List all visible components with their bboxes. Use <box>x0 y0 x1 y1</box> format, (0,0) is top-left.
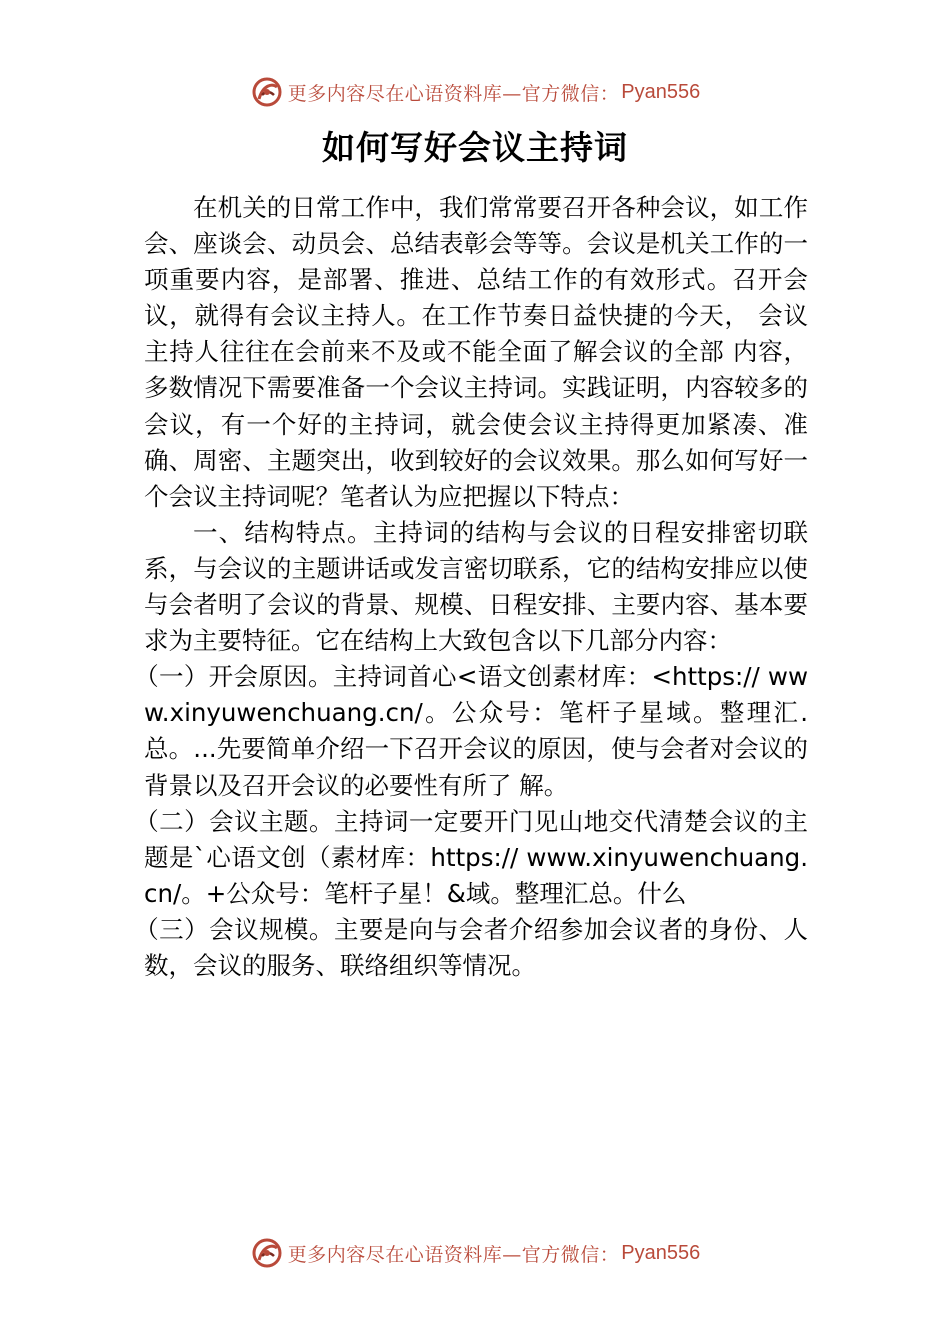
body-paragraph-structure: 一、结构特点。主持词的结构与会议的日程安排密切联系，与会议的主题讲话或发言密切联系，它的结构安排应以使与会者明了会议的背景、规模、日程安排、主要内容、基本要求为主要特征。它在结构上大致包含以下几部分内容： <box>144 517 808 656</box>
brand-logo-icon <box>250 1236 284 1270</box>
body-item-theme: （二）会议主题。主持词一定要开门见山地交代清楚会议的主题是`心语文创（素材库：https:// www.xinyuwenchuang.cn/。+公众号：笔杆子星！&域。整理汇总。什么 <box>134 806 808 908</box>
body-item-reason: （一）开会原因。主持词首心<语文创素材库：<https:// www.xinyuwenchuang.cn/。公众号：笔杆子星域。整理汇.总。...先要简单介绍一下召开会议的原因，使与会者对会议的背景以及召开会议的必要性有所了 解。 <box>134 662 808 800</box>
footer-banner <box>0 1233 950 1273</box>
document-title: 如何写好会议主持词 <box>322 128 628 167</box>
header-banner <box>0 72 950 112</box>
body-paragraph-intro: 在机关的日常工作中，我们常常要召开各种会议，如工作会、座谈会、动员会、总结表彰会等等。会议是机关工作的一项重要内容，是部署、推进、总结工作的有效形式。召开会议，就得有会议主持人。在工作节奏日益快捷的今天， 会议主持人往往在会前来不及或不能全面了解会议的全部 内容，多数情况下需要准备一个会议主持词。实践证明，内容较多的会议，有一个好的主持词，就会使会议主持得更加紧凑、准确、周密、主题突出，收到较好的会议效果。那么如何写好一个会议主持词呢？笔者认为应把握以下特点： <box>144 193 808 511</box>
document-body <box>134 190 808 984</box>
banner-wechat-id: Pyan556 <box>621 1241 701 1264</box>
banner-text: 更多内容尽在心语资料库—官方微信： <box>287 82 620 105</box>
body-item-scale: （三）会议规模。主要是向与会者介绍参加会议者的身份、人数，会议的服务、联络组织等情况。 <box>134 914 808 980</box>
brand-logo-icon <box>250 75 284 109</box>
banner-wechat-id: Pyan556 <box>621 80 701 103</box>
banner-text: 更多内容尽在心语资料库—官方微信： <box>287 1243 620 1266</box>
